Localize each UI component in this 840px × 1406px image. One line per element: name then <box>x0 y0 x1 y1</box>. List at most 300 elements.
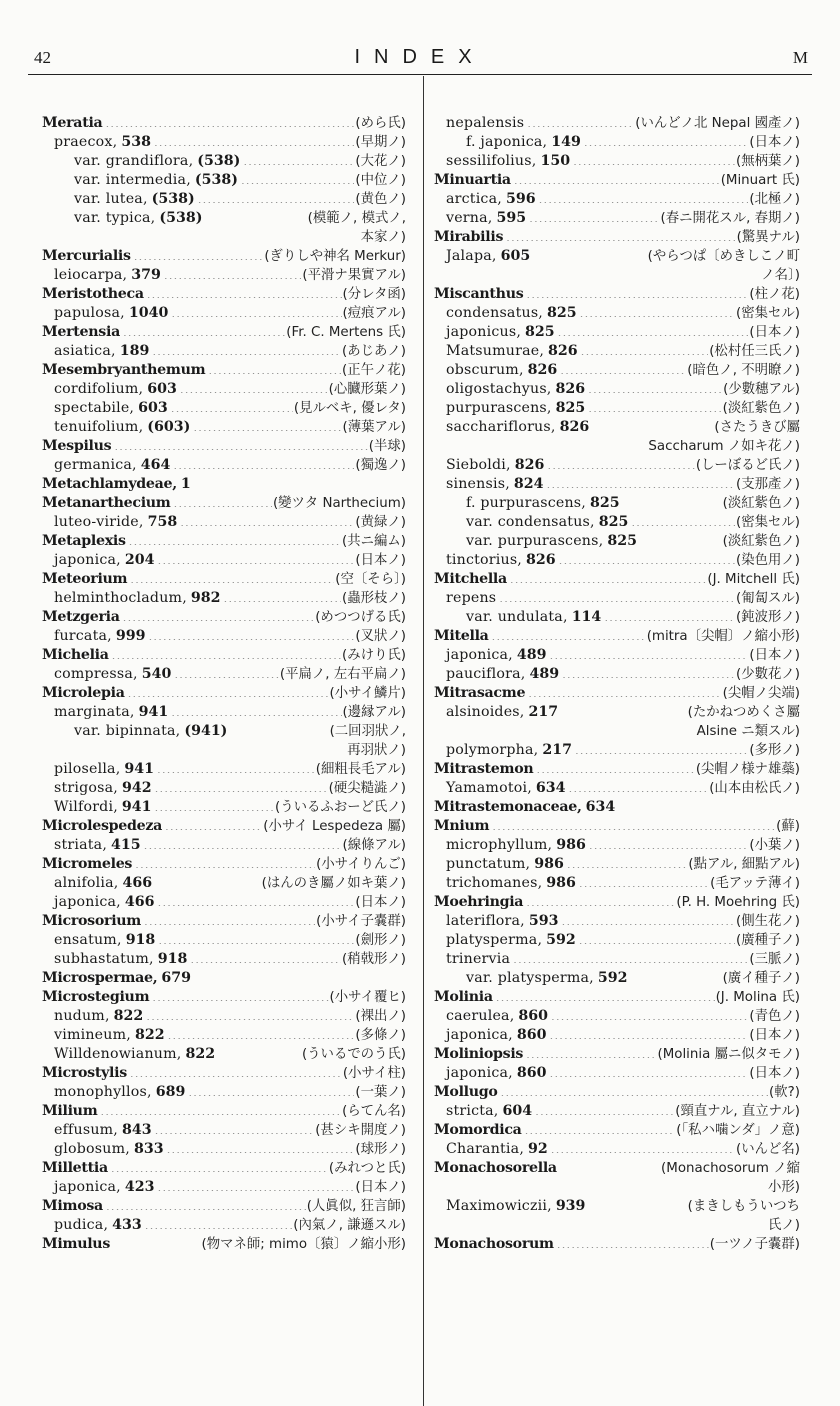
dot-leader <box>506 229 736 241</box>
entry-page-number: (538) <box>197 153 241 169</box>
entry-gloss: (日本ノ) <box>749 648 800 663</box>
entry-term: Metanarthecium <box>42 495 171 511</box>
entry-term: Minuartia <box>434 172 511 188</box>
index-entry <box>434 133 800 152</box>
dot-leader <box>193 419 341 431</box>
dot-leader <box>492 628 646 640</box>
entry-gloss: (春ニ開花スル, 春期ノ) <box>660 211 800 226</box>
index-entry <box>42 209 406 247</box>
entry-page-number: 92 <box>528 1141 548 1157</box>
entry-gloss: (小サイ Lespedeza 屬) <box>263 819 406 834</box>
dot-leader <box>224 590 341 602</box>
index-entry <box>434 114 800 133</box>
entry-gloss: (中位ノ) <box>355 173 406 188</box>
dot-leader <box>526 894 675 906</box>
entry-gloss: (Monachosorum ノ縮 <box>661 1161 800 1176</box>
index-entry-genus <box>42 684 406 703</box>
entry-term: nepalensis <box>446 115 525 131</box>
entry-page-number: 986 <box>556 837 586 853</box>
entry-term: sessilifolius, <box>446 153 537 169</box>
dot-leader <box>167 1141 355 1153</box>
entry-term: platysperma, <box>446 932 543 948</box>
dot-leader <box>557 1236 709 1248</box>
entry-term: germanica, <box>54 457 137 473</box>
entry-page-number: 826 <box>559 419 590 435</box>
dot-leader <box>501 1084 769 1096</box>
entry-gloss: (一ツノ子嚢群) <box>709 1237 800 1252</box>
entry-term: Monachosorum <box>434 1236 554 1252</box>
entry-term: verna, <box>446 210 493 226</box>
index-entry <box>42 779 406 798</box>
entry-gloss: (支那產ノ) <box>735 477 800 492</box>
entry-term: pauciflora, <box>446 666 526 682</box>
entry-term: Metaplexis <box>42 533 126 549</box>
entry-term: microphyllum, <box>446 837 553 853</box>
dot-leader <box>114 438 367 450</box>
dot-leader <box>112 647 341 659</box>
dot-leader <box>551 1141 735 1153</box>
dot-leader <box>152 989 328 1001</box>
entry-term: Molinia <box>434 989 493 1005</box>
entry-gloss: (蟲形枝ノ) <box>341 591 406 606</box>
index-entry-genus <box>434 228 800 247</box>
dot-leader <box>208 362 341 374</box>
index-entry-genus <box>434 1159 800 1197</box>
dot-leader <box>241 172 354 184</box>
index-entry-genus <box>42 285 406 304</box>
entry-term: Micromeles <box>42 856 133 872</box>
entry-gloss: (P. H. Moehring 氏) <box>676 895 800 910</box>
dot-leader <box>535 1103 674 1115</box>
entry-term: Metachlamydeae, <box>42 476 177 492</box>
entry-page-number: 758 <box>147 514 178 530</box>
entry-gloss: (叉狀ノ) <box>355 629 406 644</box>
entry-gloss: (「私ハ噛ンダ」ノ意) <box>676 1123 800 1138</box>
dot-leader <box>174 495 272 507</box>
entry-gloss: (Minuart 氏) <box>720 173 800 188</box>
entry-term: helminthocladum, <box>54 590 187 606</box>
entry-gloss: (廣イ種子ノ) <box>722 971 800 986</box>
entry-term: japonica, <box>446 1065 513 1081</box>
index-entry <box>434 1026 800 1045</box>
entry-term: papulosa, <box>54 305 125 321</box>
entry-term: japonica, <box>446 647 513 663</box>
entry-term: Meristotheca <box>42 286 144 302</box>
dot-leader <box>529 210 659 222</box>
entry-term: var. typica, <box>74 210 156 226</box>
entry-term: var. bipinnata, <box>74 723 181 739</box>
dot-leader <box>171 400 293 412</box>
entry-gloss: (小サイ子嚢群) <box>316 914 406 929</box>
dot-leader <box>562 666 735 678</box>
entry-gloss: (驚異ナル) <box>736 230 800 245</box>
right-column <box>434 114 800 1254</box>
index-entry <box>42 171 406 190</box>
entry-term: oligostachyus, <box>446 381 552 397</box>
index-entry <box>434 418 800 456</box>
dot-leader <box>144 837 342 849</box>
dot-leader <box>558 324 749 336</box>
entry-term: Microsorium <box>42 913 142 929</box>
entry-term: var. condensatus, <box>466 514 595 530</box>
entry-page-number: 592 <box>597 970 628 986</box>
entry-gloss: (やらつぱ〔めきしこノ町 <box>647 249 800 264</box>
page-header <box>28 40 812 70</box>
dot-leader <box>631 514 735 526</box>
entry-gloss: (變ツタ Narthecium) <box>272 496 406 511</box>
entry-page-number: 1 <box>180 476 191 492</box>
entry-page-number: 634 <box>585 799 616 815</box>
entry-term: Momordica <box>434 1122 522 1138</box>
index-entry <box>434 589 800 608</box>
entry-page-number: 466 <box>122 875 153 891</box>
entry-term: praecox, <box>54 134 118 150</box>
dot-leader <box>123 324 285 336</box>
index-entry <box>42 665 406 684</box>
entry-page-number: 833 <box>133 1141 164 1157</box>
entry-page-number: 918 <box>157 951 188 967</box>
index-entry <box>434 361 800 380</box>
entry-gloss: (內氣ノ, 謙遜スル) <box>293 1218 406 1233</box>
index-entry <box>434 931 800 950</box>
entry-page-number: 592 <box>546 932 576 948</box>
entry-term: f. japonica, <box>466 134 548 150</box>
entry-page-number: 596 <box>505 191 536 207</box>
index-entry-genus <box>434 285 800 304</box>
index-entry <box>434 1007 800 1026</box>
entry-page-number: 538 <box>121 134 151 150</box>
entry-term: monophyllos, <box>54 1084 152 1100</box>
entry-term: tinctorius, <box>446 552 523 568</box>
entry-page-number: 825 <box>525 324 555 340</box>
entry-page-number: 689 <box>155 1084 186 1100</box>
entry-page-number: 489 <box>529 666 560 682</box>
entry-gloss-continuation: Alsine ニ類スル) <box>696 724 800 739</box>
dot-leader <box>168 1027 355 1039</box>
entry-gloss: (みれつと氏) <box>328 1161 406 1176</box>
index-entry <box>42 456 406 475</box>
dot-leader <box>589 837 748 849</box>
entry-page-number: 939 <box>555 1198 586 1214</box>
entry-page-number: 825 <box>555 400 586 416</box>
entry-gloss: (Fr. C. Mertens 氏) <box>286 325 406 340</box>
entry-gloss: (暗色ノ, 不明瞭ノ) <box>687 363 800 378</box>
entry-term: Charantia, <box>446 1141 525 1157</box>
entry-page-number: 605 <box>500 248 531 264</box>
index-entry <box>434 456 800 475</box>
entry-term: marginata, <box>54 704 135 720</box>
dot-leader <box>158 1179 355 1191</box>
entry-gloss: (空〔そら〕) <box>335 572 406 587</box>
entry-gloss: (共ニ編ム) <box>341 534 406 549</box>
entry-term: Microstegium <box>42 989 150 1005</box>
entry-gloss: (たかねつめくさ屬 <box>687 705 800 720</box>
entry-gloss: (あじあノ) <box>341 344 406 359</box>
dot-leader <box>146 1008 354 1020</box>
entry-term: compressa, <box>54 666 138 682</box>
entry-gloss: (らてん名) <box>342 1104 406 1119</box>
index-entry <box>434 399 800 418</box>
index-entry <box>42 931 406 950</box>
entry-gloss: (無柄葉ノ) <box>735 154 800 169</box>
dot-leader <box>547 457 694 469</box>
entry-term: Milium <box>42 1103 98 1119</box>
index-entry <box>42 589 406 608</box>
dot-leader <box>510 571 706 583</box>
entry-gloss: (多形ノ) <box>749 743 800 758</box>
index-entry-genus <box>42 323 406 342</box>
entry-term: tenuifolium, <box>54 419 144 435</box>
entry-gloss: (側生花ノ) <box>735 914 800 929</box>
entry-term: Mitrasacme <box>434 685 526 701</box>
entry-page-number: 114 <box>571 609 602 625</box>
index-entry-genus <box>42 1064 406 1083</box>
entry-term: repens <box>446 590 497 606</box>
entry-gloss: (淡紅紫色ノ) <box>722 496 800 511</box>
entry-page-number: 217 <box>542 742 572 758</box>
entry-gloss: (痘痕アル) <box>342 306 406 321</box>
index-entry <box>42 1026 406 1045</box>
index-entry <box>434 912 800 931</box>
entry-term: var. intermedia, <box>74 172 191 188</box>
index-entry-genus <box>42 912 406 931</box>
entry-term: subhastatum, <box>54 951 154 967</box>
index-entry-genus <box>434 988 800 1007</box>
entry-term: Microspermae, <box>42 970 158 986</box>
index-entry-genus <box>434 1121 800 1140</box>
dot-leader <box>527 115 634 127</box>
entry-term: Microlepia <box>42 685 125 701</box>
entry-term: Monachosorella <box>434 1160 557 1176</box>
index-entry <box>42 836 406 855</box>
entry-page-number: (538) <box>151 191 195 207</box>
entry-page-number: 1040 <box>128 305 169 321</box>
index-entry-genus <box>42 1235 406 1254</box>
entry-page-number: (538) <box>159 210 203 226</box>
dot-leader <box>513 951 748 963</box>
entry-gloss: (平滑ナ果實アル) <box>302 268 406 283</box>
entry-term: striata, <box>54 837 108 853</box>
index-entry <box>42 1178 406 1197</box>
dot-leader <box>562 913 735 925</box>
entry-gloss: (Molinia 屬ニ似タモノ) <box>657 1047 800 1062</box>
dot-leader <box>158 894 355 906</box>
entry-term: Jalapa, <box>446 248 497 264</box>
entry-gloss: (日本ノ) <box>749 135 800 150</box>
dot-leader <box>514 172 720 184</box>
entry-page-number: 941 <box>124 761 155 777</box>
index-entry-genus <box>434 570 800 589</box>
entry-gloss: (早期ノ) <box>355 135 406 150</box>
entry-gloss: (柱ノ花) <box>749 287 800 302</box>
entry-gloss: (はんのき屬ノ如キ葉ノ) <box>261 876 406 891</box>
entry-gloss-continuation: ノ名〕) <box>761 268 800 283</box>
index-entry-genus <box>434 684 800 703</box>
entry-gloss: (獨逸ノ) <box>355 458 406 473</box>
index-entry <box>42 551 406 570</box>
entry-term: var. purpurascens, <box>466 533 604 549</box>
entry-gloss: (淡紅紫色ノ) <box>722 534 800 549</box>
entry-gloss: (日本ノ) <box>355 553 406 568</box>
entry-term: Yamamotoi, <box>446 780 532 796</box>
entry-term: japonica, <box>54 1179 121 1195</box>
entry-term: furcata, <box>54 628 112 644</box>
dot-leader <box>171 704 341 716</box>
entry-term: Microstylis <box>42 1065 127 1081</box>
index-entry <box>434 969 800 988</box>
index-entry <box>434 646 800 665</box>
entry-page-number: 540 <box>141 666 172 682</box>
entry-term: Mitella <box>434 628 489 644</box>
entry-gloss: (北極ノ) <box>749 192 800 207</box>
index-entry-genus <box>42 437 406 456</box>
entry-term: effusum, <box>54 1122 119 1138</box>
entry-gloss: (山本由松氏ノ) <box>709 781 800 796</box>
entry-page-number: 986 <box>546 875 576 891</box>
entry-term: purpurascens, <box>446 400 552 416</box>
entry-gloss: (しーぼるど氏ノ) <box>695 458 800 473</box>
dot-leader <box>105 115 354 127</box>
entry-term: var. platysperma, <box>466 970 594 986</box>
entry-term: Mespilus <box>42 438 112 454</box>
dot-leader <box>526 1046 656 1058</box>
entry-term: Moliniopsis <box>434 1046 524 1062</box>
entry-term: f. purpurascens, <box>466 495 586 511</box>
entry-gloss: (甚シキ開度ノ) <box>315 1123 406 1138</box>
index-entry <box>434 1197 800 1235</box>
entry-gloss: (めつつげる氏) <box>315 610 406 625</box>
entry-page-number: 826 <box>527 362 558 378</box>
entry-term: condensatus, <box>446 305 544 321</box>
entry-term: strigosa, <box>54 780 118 796</box>
index-entry <box>42 760 406 779</box>
index-entry <box>434 475 800 494</box>
index-entry <box>434 532 800 551</box>
entry-page-number: 822 <box>185 1046 216 1062</box>
entry-gloss: (見ルベキ, 優レタ) <box>293 401 406 416</box>
entry-term: Millettia <box>42 1160 108 1176</box>
dot-leader <box>528 685 721 697</box>
dot-leader <box>152 343 341 355</box>
entry-page-number: 604 <box>502 1103 533 1119</box>
entry-gloss: (小サイ柱) <box>342 1066 406 1081</box>
entry-term: stricta, <box>446 1103 499 1119</box>
index-entry <box>42 418 406 437</box>
dot-leader <box>525 1122 676 1134</box>
index-entry <box>42 304 406 323</box>
entry-term: sinensis, <box>446 476 510 492</box>
entry-gloss: (半球) <box>368 439 406 454</box>
entry-gloss-continuation: 本家ノ) <box>360 230 406 245</box>
entry-gloss: (いんどノ北 Nepal 國產ノ) <box>635 116 800 131</box>
dot-leader <box>147 286 342 298</box>
entry-term: sacchariflorus, <box>446 419 556 435</box>
dot-leader <box>111 1160 328 1172</box>
index-entry <box>434 950 800 969</box>
entry-gloss: (みけり氏) <box>341 648 406 663</box>
entry-gloss: (匍匐スル) <box>735 591 800 606</box>
index-entry-genus <box>42 855 406 874</box>
dot-leader <box>567 856 687 868</box>
dot-leader <box>144 913 315 925</box>
index-entry-genus <box>42 494 406 513</box>
entry-gloss: (線條アル) <box>342 838 406 853</box>
left-column <box>42 114 406 1254</box>
dot-leader <box>560 362 686 374</box>
entry-term: Metzgeria <box>42 609 120 625</box>
dot-leader <box>526 286 748 298</box>
dot-leader <box>174 666 279 678</box>
entry-gloss: (劍形ノ) <box>355 933 406 948</box>
entry-gloss: (點アル, 細點アル) <box>688 857 800 872</box>
entry-term: leiocarpa, <box>54 267 128 283</box>
dot-leader <box>579 875 709 887</box>
entry-page-number: 464 <box>140 457 171 473</box>
entry-page-number: 822 <box>113 1008 144 1024</box>
entry-page-number: 982 <box>190 590 221 606</box>
entry-term: asiatica, <box>54 343 116 359</box>
dot-leader <box>559 552 735 564</box>
index-entry-genus <box>434 627 800 646</box>
index-entry <box>42 1045 406 1064</box>
entry-page-number: 825 <box>598 514 629 530</box>
index-entry-genus <box>434 760 800 779</box>
entry-page-number: 149 <box>551 134 581 150</box>
index-entry <box>434 323 800 342</box>
entry-gloss: (染色用ノ) <box>735 553 800 568</box>
entry-page-number: 986 <box>534 856 564 872</box>
index-entry <box>42 1083 406 1102</box>
dot-leader <box>604 609 735 621</box>
dot-leader <box>188 1084 354 1096</box>
dot-leader <box>106 1198 306 1210</box>
entry-term: Mitrastemonaceae, <box>434 799 582 815</box>
dot-leader <box>580 305 735 317</box>
index-entry <box>434 247 800 285</box>
dot-leader <box>499 590 735 602</box>
index-entry <box>42 1140 406 1159</box>
index-entry-genus <box>434 893 800 912</box>
dot-leader <box>154 134 354 146</box>
dot-leader <box>581 343 709 355</box>
entry-page-number: (941) <box>184 723 228 739</box>
index-entry <box>42 380 406 399</box>
index-entry <box>42 703 406 722</box>
dot-leader <box>155 799 274 811</box>
index-entry-genus <box>42 988 406 1007</box>
dot-leader <box>134 248 264 260</box>
index-entry-genus <box>42 475 406 494</box>
index-entry-genus <box>42 1102 406 1121</box>
entry-term: Miscanthus <box>434 286 524 302</box>
entry-gloss: (J. Mitchell 氏) <box>707 572 800 587</box>
entry-gloss: (小サイりんご) <box>316 857 406 872</box>
entry-gloss: (J. Molina 氏) <box>715 990 800 1005</box>
index-entry <box>42 798 406 817</box>
entry-term: trichomanes, <box>446 875 543 891</box>
entry-gloss: (邊縁アル) <box>342 705 406 720</box>
entry-gloss: (淡紅紫色ノ) <box>722 401 800 416</box>
entry-page-number: 825 <box>607 533 637 549</box>
entry-page-number: 593 <box>528 913 559 929</box>
index-entry <box>434 513 800 532</box>
entry-gloss: (裸出ノ) <box>355 1009 406 1024</box>
dot-leader <box>165 818 262 830</box>
entry-gloss: (まきしもういつち <box>687 1199 800 1214</box>
entry-page-number: 860 <box>516 1065 547 1081</box>
entry-page-number: (538) <box>194 172 238 188</box>
entry-term: Wilfordi, <box>54 799 118 815</box>
